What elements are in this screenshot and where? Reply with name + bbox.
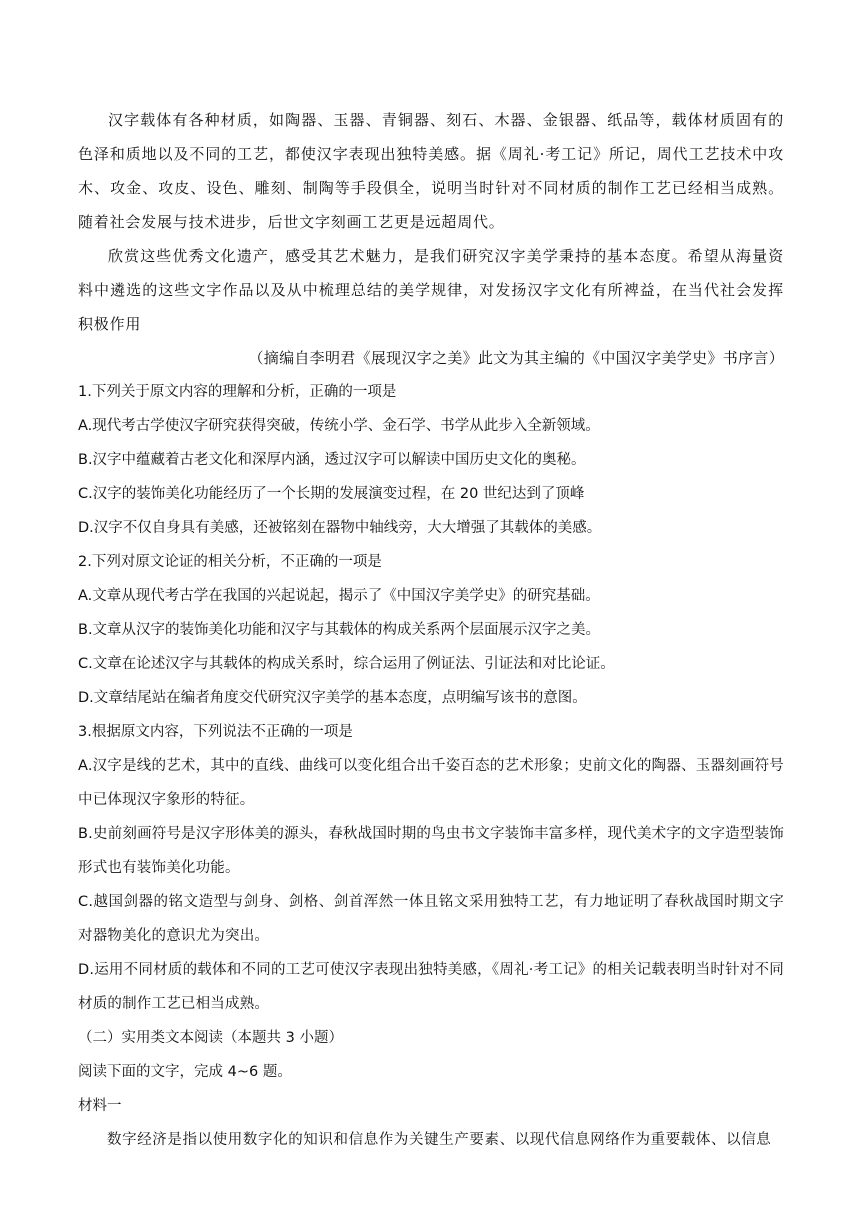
option-c: C.越国剑器的铭文造型与剑身、剑格、剑首浑然一体且铭文采用独特工艺，有力地证明了春秋战国时期文字对器物美化的意识尤为突出。 bbox=[78, 894, 784, 944]
option-a: A.现代考古学使汉字研究获得突破，传统小学、金石学、书学从此步入全新领域。 bbox=[78, 418, 600, 434]
material-text: 数字经济是指以使用数字化的知识和信息作为关键生产要素、以现代信息网络作为重要载体、以信息 bbox=[107, 1132, 772, 1148]
option-b: B.汉字中蕴藏着古老文化和深厚内涵，透过汉字可以解读中国历史文化的奥秘。 bbox=[78, 452, 586, 468]
section-heading: （二）实用类文本阅读（本题共 3 小题） bbox=[78, 1030, 343, 1046]
option-d: D.汉字不仅自身具有美感，还被铭刻在器物中轴线旁，大大增强了其载体的美感。 bbox=[78, 520, 602, 536]
option-d: D.运用不同材质的载体和不同的工艺可使汉字表现出独特美感，《周礼·考工记》的相关记载表明当时针对不同材质的制作工艺已相当成熟。 bbox=[78, 962, 784, 1012]
document-page bbox=[78, 103, 784, 1157]
question-2 bbox=[78, 545, 784, 715]
option-b: B.文章从汉字的装饰美化功能和汉字与其载体的构成关系两个层面展示汉字之美。 bbox=[78, 622, 601, 638]
option-c: C.文章在论述汉字与其载体的构成关系时，综合运用了例证法、引证法和对比论证。 bbox=[78, 656, 615, 672]
passage-paragraph-1: 汉字载体有各种材质，如陶器、玉器、青铜器、刻石、木器、金银器、纸品等，载体材质固有的色泽和质地以及不同的工艺，都使汉字表现出独特美感。据《周礼·考工记》所记，周代工艺技术中攻木、攻金、攻皮、设色、雕刻、制陶等手段俱全，说明当时针对不同材质的制作工艺已经相当成熟。随着社会发展与技术进步，后世文字刻画工艺更是远超周代。 bbox=[78, 111, 784, 231]
option-a: A.文章从现代考古学在我国的兴起说起，揭示了《中国汉字美学史》的研究基础。 bbox=[78, 588, 600, 604]
option-c: C.汉字的装饰美化功能经历了一个长期的发展演变过程，在 20 世纪达到了顶峰 bbox=[78, 486, 585, 502]
option-a: A.汉字是线的艺术，其中的直线、曲线可以变化组合出千姿百态的艺术形象；史前文化的陶器、玉器刻画符号中已体现汉字象形的特征。 bbox=[78, 758, 784, 808]
option-b: B.史前刻画符号是汉字形体美的源头，春秋战国时期的鸟虫书文字装饰丰富多样，现代美术字的文字造型装饰形式也有装饰美化功能。 bbox=[78, 826, 784, 876]
question-stem: 2.下列对原文论证的相关分析，不正确的一项是 bbox=[78, 554, 382, 570]
section-instruction: 阅读下面的文字，完成 4~6 题。 bbox=[78, 1064, 292, 1080]
question-1 bbox=[78, 375, 784, 545]
passage-attribution: （摘编自李明君《展现汉字之美》此文为其主编的《中国汉字美学史》书序言） bbox=[248, 349, 784, 367]
passage-paragraph-2: 欣赏这些优秀文化遗产，感受其艺术魅力，是我们研究汉字美学秉持的基本态度。希望从海量资料中遴选的这些文字作品以及从中梳理总结的美学规律，对发扬汉字文化有所裨益，在当代社会发挥积极作用 bbox=[78, 247, 784, 333]
option-d: D.文章结尾站在编者角度交代研究汉字美学的基本态度，点明编写该书的意图。 bbox=[78, 690, 587, 706]
question-stem: 1.下列关于原文内容的理解和分析，正确的一项是 bbox=[78, 384, 397, 400]
question-stem: 3.根据原文内容，下列说法不正确的一项是 bbox=[78, 724, 353, 740]
question-3 bbox=[78, 715, 784, 1021]
material-label: 材料一 bbox=[78, 1098, 122, 1114]
